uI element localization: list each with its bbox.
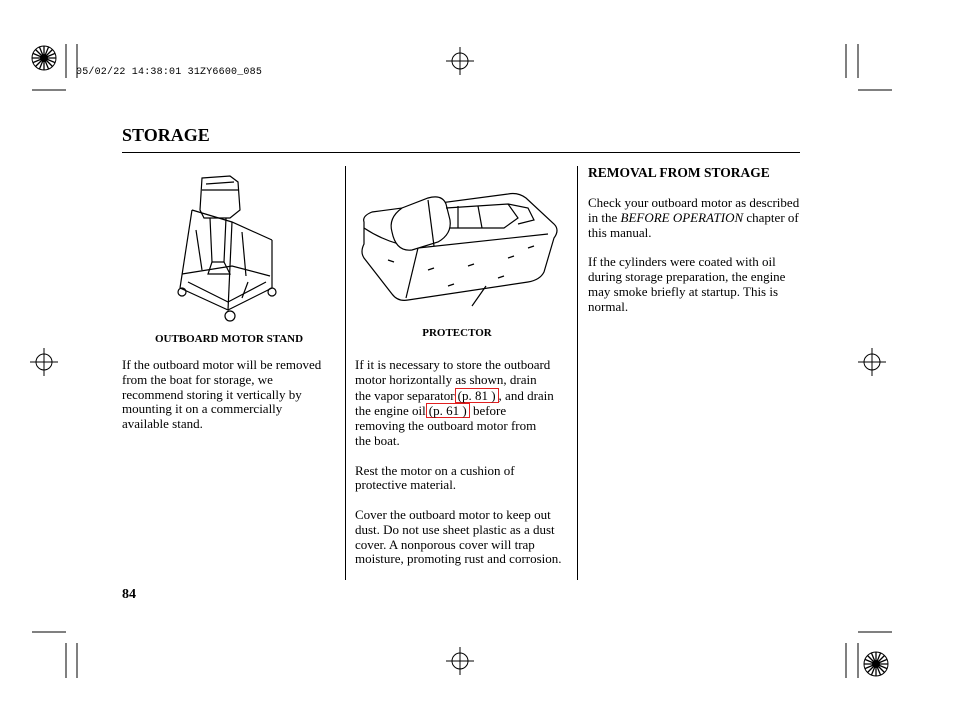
outboard-motor-stand-illustration — [172, 170, 284, 330]
column-divider-2 — [577, 166, 578, 580]
starburst-target-icon — [862, 650, 890, 678]
column1-paragraph: If the outboard motor will be removed from the boat for storage, we recommend storing it vertically by mounting it on a commercially available stand. — [122, 357, 322, 432]
registration-mark-left — [30, 348, 58, 376]
registration-mark-bottom — [446, 647, 474, 675]
protector-cushion-illustration — [358, 188, 564, 308]
removal-from-storage-heading: REMOVAL FROM STORAGE — [588, 165, 770, 180]
title-rule — [122, 152, 800, 153]
print-timestamp: 05/02/22 14:38:01 31ZY6600_085 — [76, 67, 263, 78]
column2-paragraph-3: Cover the outboard motor to keep out dust. Do not use sheet plastic as a dust cover. A nonporous cover will trap moisture, promoting rust and corrosion. — [355, 506, 562, 567]
page-link-engine-oil[interactable]: (p. 61 ) — [426, 403, 470, 418]
page-link-vapor-separator[interactable]: (p. 81 ) — [455, 388, 499, 403]
registration-mark-right — [858, 348, 886, 376]
column2-paragraph-2: Rest the motor on a cushion of protective material. — [355, 462, 515, 493]
figure-caption-stand: OUTBOARD MOTOR STAND — [154, 333, 304, 345]
starburst-target-icon — [30, 44, 58, 72]
column3-text — [588, 196, 802, 329]
column2-text — [355, 358, 571, 582]
figure-caption-protector: PROTECTOR — [422, 327, 492, 339]
column3-paragraph-1: Check your outboard motor as described in the BEFORE OPERATION chapter of this manual. — [588, 195, 800, 240]
page-title: STORAGE — [122, 125, 210, 145]
column2-paragraph-1: If it is necessary to store the outboard motor horizontally as shown, drain the vapor separator (p. 81 ) , and drain the engine oil (p. 61 ) before removing the outboard motor from the boat. — [355, 357, 554, 448]
registration-mark-top — [446, 47, 474, 75]
page-number: 84 — [122, 587, 136, 602]
column-divider-1 — [345, 166, 346, 580]
column3-paragraph-2: If the cylinders were coated with oil during storage preparation, the engine may smoke briefly at startup. This is normal. — [588, 254, 786, 314]
